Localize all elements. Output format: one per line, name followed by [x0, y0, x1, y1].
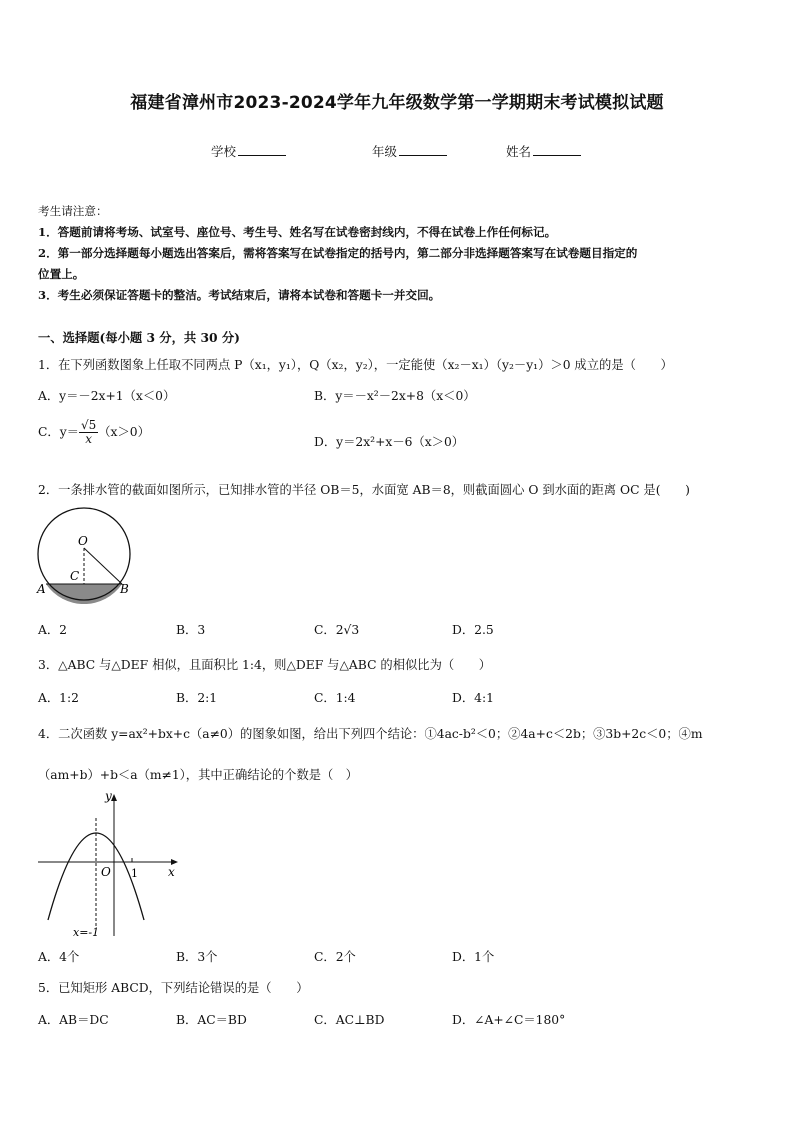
school-blank	[238, 143, 286, 156]
q4-label-x: x	[168, 865, 175, 879]
q4-label-one: 1	[131, 867, 138, 880]
q3-option-c: C．1:4	[314, 691, 356, 705]
name-blank	[533, 143, 581, 156]
q4-parabola-figure	[34, 788, 184, 940]
q5-stem: 5．已知矩形 ABCD，下列结论错误的是（ ）	[38, 981, 309, 995]
q4-option-c: C．2个	[314, 950, 356, 964]
notice-item-2: 2．第一部分选择题每小题选出答案后，需将答案写在试卷指定的括号内，第二部分非选择题答案写在试卷题目指定的	[38, 246, 638, 260]
q4-parabola-curve	[48, 833, 144, 920]
notice-item-2-cont: 位置上。	[38, 267, 85, 281]
q1-option-c	[38, 419, 150, 446]
q1-option-d: D．y＝2x²+x－6（x＞0）	[314, 435, 465, 449]
grade-label: 年级	[372, 144, 398, 159]
q2-label-o: O	[78, 534, 88, 548]
q2-circle-figure	[34, 504, 138, 604]
q1-option-c-denominator: x	[85, 432, 92, 447]
q2-label-c: C	[70, 569, 80, 583]
page-title: 福建省漳州市2023-2024学年九年级数学第一学期期末考试模拟试题	[130, 93, 664, 113]
q2-stem: 2．一条排水管的截面如图所示，已知排水管的半径 OB＝5，水面宽 AB＝8，则截面圆心 O 到水面的距离 OC 是( )	[38, 483, 690, 497]
q4-stem-line2: （am+b）+b＜a（m≠1），其中正确结论的个数是（ ）	[38, 768, 358, 782]
q1-option-a: A．y＝－2x+1（x＜0）	[38, 389, 176, 403]
q2-segment-ob	[84, 548, 122, 584]
q4-label-origin: O	[101, 865, 111, 879]
notice-heading: 考生请注意：	[38, 204, 108, 218]
q4-label-y: y	[105, 789, 112, 803]
q2-option-b: B．3	[176, 623, 206, 637]
school-field	[211, 142, 286, 160]
q1-option-c-suffix: （x＞0）	[98, 425, 150, 440]
q3-option-d: D．4:1	[452, 691, 494, 705]
q4-option-d: D．1个	[452, 950, 495, 964]
q4-option-b: B．3个	[176, 950, 218, 964]
q2-option-d: D．2.5	[452, 623, 494, 637]
q1-option-c-prefix: C．y＝	[38, 425, 79, 440]
grade-blank	[399, 143, 447, 156]
q2-option-a: A．2	[38, 623, 68, 637]
q5-option-a: A．AB＝DC	[38, 1013, 109, 1027]
q2-label-a: A	[37, 582, 46, 596]
section-heading: 一、选择题(每小题 3 分，共 30 分)	[38, 330, 240, 345]
grade-field	[372, 142, 447, 160]
q1-option-c-fraction	[79, 419, 98, 446]
q3-option-b: B．2:1	[176, 691, 218, 705]
q3-stem: 3．△ABC 与△DEF 相似，且面积比 1:4，则△DEF 与△ABC 的相似比为（ ）	[38, 658, 492, 672]
q4-option-a: A．4个	[38, 950, 80, 964]
q1-stem: 1．在下列函数图象上任取不同两点 P（x₁，y₁），Q（x₂，y₂），一定能使（x₂－x₁）（y₂－y₁）＞0 成立的是（ ）	[38, 358, 673, 372]
q5-option-b: B．AC＝BD	[176, 1013, 247, 1027]
notice-item-3: 3．考生必须保证答题卡的整洁。考试结束后，请将本试卷和答题卡一并交回。	[38, 288, 441, 302]
q4-label-symmetry: x=-1	[73, 926, 100, 939]
name-label: 姓名	[506, 144, 532, 159]
q1-option-b: B．y＝－x²－2x+8（x＜0）	[314, 389, 476, 403]
q1-option-c-numerator: √5	[80, 418, 97, 432]
notice-item-1: 1．答题前请将考场、试室号、座位号、考生号、姓名写在试卷密封线内，不得在试卷上作任何标记。	[38, 225, 557, 239]
school-label: 学校	[211, 144, 237, 159]
q5-option-d: D．∠A+∠C＝180°	[452, 1013, 566, 1027]
q2-option-c: C．2√3	[314, 623, 360, 637]
q5-option-c: C．AC⊥BD	[314, 1013, 385, 1027]
q2-label-b: B	[120, 582, 129, 596]
q4-y-axis-arrow	[111, 794, 117, 801]
q4-stem-line1: 4．二次函数 y=ax²+bx+c（a≠0）的图象如图，给出下列四个结论：①4ac-b²＜0；②4a+c＜2b；③3b+2c＜0；④m	[38, 727, 703, 741]
name-field	[506, 142, 581, 160]
q2-water-segment	[46, 584, 122, 604]
q3-option-a: A．1:2	[38, 691, 79, 705]
